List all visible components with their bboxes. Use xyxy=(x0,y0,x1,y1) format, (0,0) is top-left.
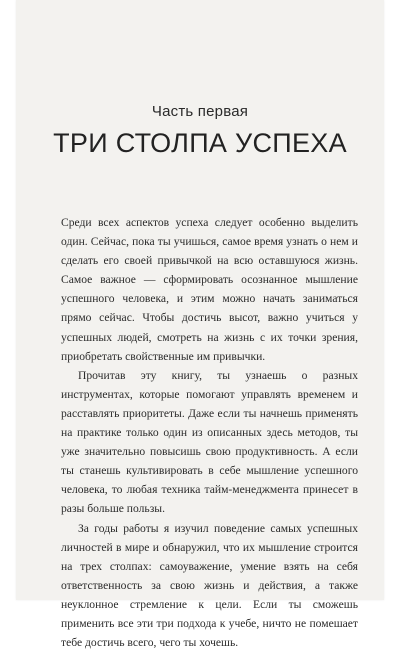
chapter-title: ТРИ СТОЛПА УСПЕХА xyxy=(16,128,384,159)
body-text xyxy=(61,213,358,652)
paragraph: Среди всех аспектов успеха следует особенно выделить один. Сейчас, пока ты учишься, самое время узнать о нем и сделать его своей привычкой на всю оставшуюся жизнь. Самое важное — сформировать осознанное мышление успешного человека, и этим можно начать заниматься прямо сейчас. Чтобы достичь высот, важно учиться у успешных людей, смотреть на жизнь с их точки зрения, приобретать свойственные им привычки. xyxy=(61,213,358,366)
paragraph: За годы работы я изучил поведение самых успешных личностей в мире и обнаружил, что их мышление строится на трех столпах: самоуважение, умение взять на себя ответственность за свою жизнь и действия, а также неуклонное стремление к цели. Если ты сможешь применить все эти три подхода к учебе, ничто не помешает тебе достичь всего, чего ты хочешь. xyxy=(61,519,358,652)
part-label: Часть первая xyxy=(16,103,384,120)
paragraph: Прочитав эту книгу, ты узнаешь о разных инструментах, которые помогают управлять временем и расставлять приоритеты. Даже если ты начнешь применять на практике только один из описанных здесь методов, ты уже значительно повысишь свою продуктивность. А если ты станешь культивировать в себе мышление успешного человека, то любая техника тайм-менеджмента принесет в разы больше пользы. xyxy=(61,366,358,519)
book-page xyxy=(16,0,384,600)
